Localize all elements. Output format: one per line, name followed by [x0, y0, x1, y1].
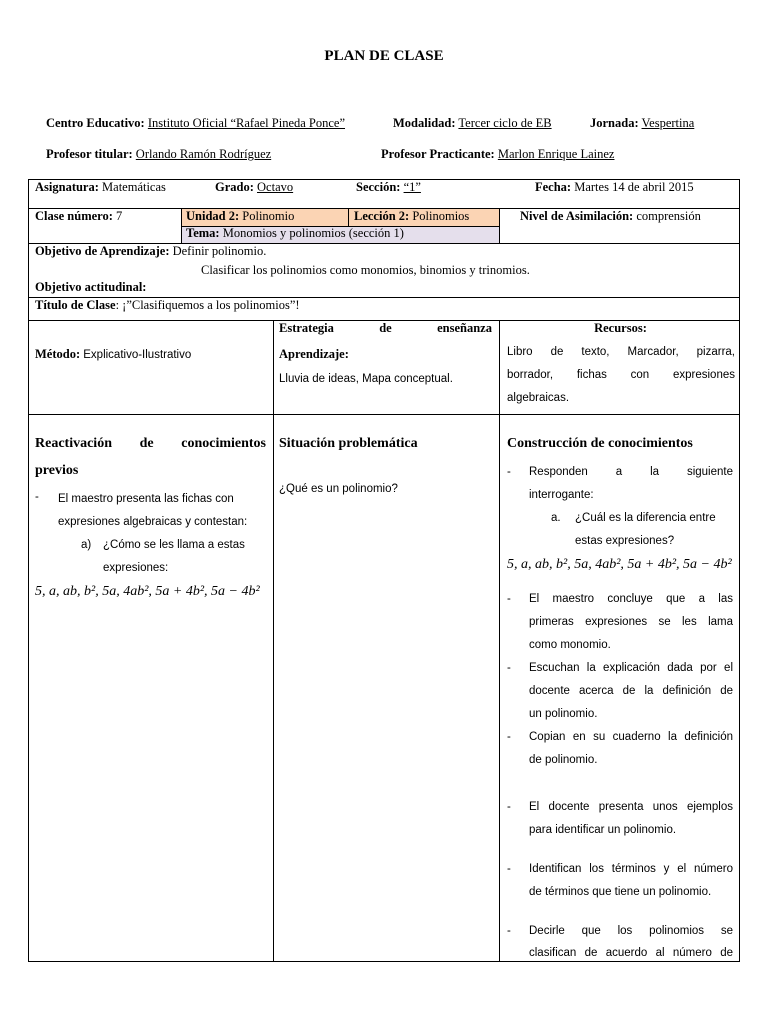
construccion-expression: 5, a, ab, b², 5a, 4ab², 5a + 4b², 5a − 4b² [507, 557, 732, 572]
construccion-b7-2: clasifican de acuerdo al número de [529, 947, 733, 959]
reactivacion-bullet-1b: expresiones algebraicas y contestan: [58, 516, 248, 528]
practicante-label: Profesor Practicante: [381, 147, 495, 161]
clase-value: 7 [116, 209, 123, 223]
row-divider [29, 414, 739, 415]
grado-label: Grado: [215, 180, 254, 194]
recursos-heading [500, 321, 741, 336]
modalidad-value: Tercer ciclo de EB [458, 116, 552, 130]
reactivacion-heading-2-text: previos [35, 463, 79, 478]
unidad-label: Unidad 2: [186, 209, 240, 223]
bullet-dash: - [507, 731, 511, 743]
estrategia-label-3: enseñanza [437, 321, 492, 335]
asignatura-label: Asignatura: [35, 180, 99, 194]
fecha [535, 180, 694, 195]
asignatura [35, 180, 166, 195]
leccion [354, 209, 469, 224]
aprendizaje-label [279, 347, 349, 362]
construccion-sub-2: estas expresiones? [575, 535, 675, 547]
situacion-heading-text: Situación problemática [279, 436, 418, 451]
recursos-line-3: algebraicas. [507, 392, 570, 404]
construccion-b3-1: Escuchan la explicación dada por el [529, 662, 733, 674]
situacion-heading [279, 436, 418, 452]
seccion-label: Sección: [356, 180, 401, 194]
metodo-label: Método: [35, 347, 81, 361]
reactivacion-expression: 5, a, ab, b², 5a, 4ab², 5a + 4b², 5a − 4b² [35, 584, 260, 599]
construccion-b5-1: El docente presenta unos ejemplos [529, 801, 733, 813]
unidad [186, 209, 294, 224]
construccion-b2-1: El maestro concluye que a las [529, 593, 733, 605]
recursos-line-1: Libro de texto, Marcador, pizarra, [507, 346, 735, 358]
titulo-clase [35, 298, 300, 313]
jornada [590, 116, 694, 131]
reactivacion-sub-a-marker: a) [81, 539, 92, 551]
centro-label: Centro Educativo: [46, 116, 145, 130]
col-divider [499, 320, 500, 962]
clase-numero [35, 209, 122, 224]
objetivo-aprendizaje-2: Clasificar los polinomios como monomios, binomios y trinomios. [201, 263, 530, 277]
reactivacion-sub-a-2: expresiones: [103, 562, 169, 574]
estrategia-label-1: Estrategia [279, 321, 334, 335]
grado [215, 180, 293, 195]
bullet-dash: - [507, 925, 511, 937]
situacion-question: ¿Qué es un polinomio? [279, 483, 398, 495]
objetivo-aprendizaje-label: Objetivo de Aprendizaje: [35, 244, 170, 258]
profesor-label: Profesor titular: [46, 147, 133, 161]
recursos-label: Recursos: [594, 321, 647, 335]
titulo-clase-value: : ¡”Clasifiquemos a los polinomios”! [115, 298, 300, 312]
reactivacion-sub-a-1: ¿Cómo se les llama a estas [103, 539, 245, 551]
construccion-sub-marker: a. [551, 512, 561, 524]
estrategia-heading [279, 321, 492, 336]
construccion-b6-2: de términos que tiene un polinomio. [529, 886, 712, 898]
construccion-b3-2: docente acerca de la definición de [529, 685, 733, 697]
estrategia-label-2: de [379, 321, 392, 335]
construccion-b2-3: como monomio. [529, 639, 611, 651]
centro-value: Instituto Oficial “Rafael Pineda Ponce” [147, 116, 346, 130]
construccion-heading-text: Construcción de conocimientos [507, 436, 693, 451]
modalidad-label: Modalidad: [393, 116, 456, 130]
objetivo-aprendizaje [35, 244, 266, 259]
centro-educativo [46, 116, 345, 131]
nivel-label: Nivel de Asimilación: [520, 209, 634, 223]
jornada-value: Vespertina [641, 116, 695, 130]
clase-label: Clase número: [35, 209, 113, 223]
estrategia-value: Lluvia de ideas, Mapa conceptual. [279, 373, 453, 385]
construccion-b3-3: un polinomio. [529, 708, 598, 720]
construccion-sub-1: ¿Cuál es la diferencia entre [575, 512, 716, 524]
construccion-b6-1: Identifican los términos y el número [529, 863, 733, 875]
leccion-label: Lección 2: [354, 209, 410, 223]
metodo [35, 347, 191, 362]
col-divider [181, 208, 182, 243]
recursos-line-2: borrador, fichas con expresiones [507, 369, 735, 381]
modalidad [393, 116, 552, 131]
tema-label: Tema: [186, 226, 220, 240]
bullet-dash: - [507, 593, 511, 605]
construccion-b5-2: para identificar un polinomio. [529, 824, 677, 836]
construccion-b4-1: Copian en su cuaderno la definición [529, 731, 733, 743]
unidad-value: Polinomio [242, 209, 295, 223]
construccion-b4-2: de polinomio. [529, 754, 598, 766]
page-title: PLAN DE CLASE [324, 48, 444, 64]
reactivacion-heading-1-text: Reactivación de conocimientos [35, 436, 266, 451]
fecha-value: Martes 14 de abril 2015 [574, 180, 694, 194]
grado-value: Octavo [257, 180, 294, 194]
col-divider [273, 320, 274, 962]
nivel-value: comprensión [636, 209, 701, 223]
jornada-label: Jornada: [590, 116, 639, 130]
profesor-practicante [381, 147, 628, 162]
bullet-dash: - [507, 466, 511, 478]
profesor-value: Orlando Ramón Rodríguez [135, 147, 272, 161]
bullet-dash: - [507, 662, 511, 674]
fecha-label: Fecha: [535, 180, 572, 194]
reactivacion-heading-2 [35, 463, 78, 479]
bullet-dash: - [35, 491, 39, 503]
construccion-b2-2: primeras expresiones se les lama [529, 616, 733, 628]
construccion-heading [507, 436, 693, 452]
col-divider [348, 208, 349, 226]
leccion-value: Polinomios [412, 209, 470, 223]
lesson-plan-table [28, 179, 740, 962]
objetivo-actitudinal [35, 280, 146, 295]
bullet-dash: - [507, 863, 511, 875]
objetivo-aprendizaje-1: Definir polinomio. [172, 244, 267, 258]
construccion-b7-1: Decirle que los polinomios se [529, 925, 733, 937]
aprendizaje-label-text: Aprendizaje: [279, 347, 349, 361]
practicante-value: Marlon Enrique Lainez [497, 147, 615, 161]
reactivacion-bullet-1a: El maestro presenta las fichas con [58, 493, 234, 505]
titulo-clase-label: Título de Clase [35, 298, 116, 312]
tema-value: Monomios y polinomios (sección 1) [222, 226, 404, 240]
seccion [356, 180, 421, 195]
bullet-dash: - [507, 801, 511, 813]
col-divider [499, 208, 500, 243]
tema [186, 226, 404, 241]
profesor-titular [46, 147, 271, 162]
nivel-asimilacion [520, 209, 701, 224]
reactivacion-heading-1 [35, 436, 266, 452]
objetivo-actitudinal-label: Objetivo actitudinal: [35, 280, 147, 294]
seccion-value: “1” [403, 180, 421, 194]
asignatura-value: Matemáticas [102, 180, 166, 194]
metodo-value: Explicativo-Ilustrativo [83, 349, 192, 361]
construccion-b1-2: interrogante: [529, 489, 594, 501]
construccion-b1-1: Responden a la siguiente [529, 466, 733, 478]
